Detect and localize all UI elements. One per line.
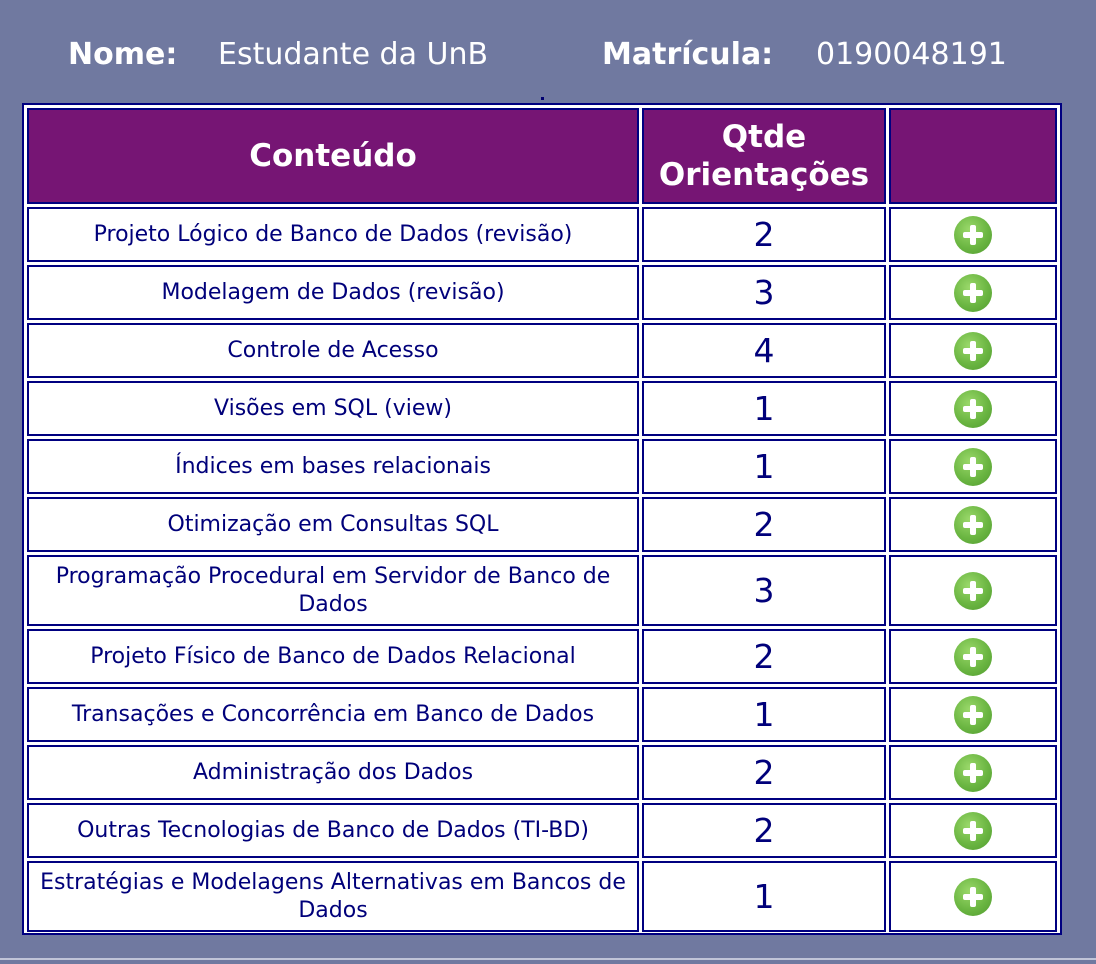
row-action-cell — [889, 207, 1057, 262]
header-qtde-orientacoes — [642, 108, 886, 204]
table-header-row — [27, 108, 1057, 204]
plus-circle-icon[interactable] — [954, 696, 992, 734]
nome-label: Nome: — [68, 37, 178, 72]
table-row — [27, 861, 1057, 932]
row-action-cell — [889, 323, 1057, 378]
row-qtde: 1 — [642, 381, 886, 436]
row-conteudo: Modelagem de Dados (revisão) — [27, 265, 639, 320]
plus-circle-icon[interactable] — [954, 332, 992, 370]
row-qtde: 2 — [642, 745, 886, 800]
header-action — [889, 108, 1057, 204]
plus-circle-icon[interactable] — [954, 448, 992, 486]
table-row — [27, 687, 1057, 742]
plus-circle-icon[interactable] — [954, 274, 992, 312]
header-qtde-line2: Orientações — [658, 157, 870, 193]
row-action-cell — [889, 555, 1057, 626]
row-conteudo: Índices em bases relacionais — [27, 439, 639, 494]
row-qtde: 2 — [642, 207, 886, 262]
row-conteudo: Controle de Acesso — [27, 323, 639, 378]
row-qtde: 2 — [642, 803, 886, 858]
plus-circle-icon[interactable] — [954, 390, 992, 428]
table-row — [27, 497, 1057, 552]
row-qtde: 1 — [642, 861, 886, 932]
row-conteudo: Estratégias e Modelagens Alternativas em Bancos de Dados — [27, 861, 639, 932]
row-action-cell — [889, 381, 1057, 436]
plus-circle-icon[interactable] — [954, 506, 992, 544]
table-row — [27, 265, 1057, 320]
plus-circle-icon[interactable] — [954, 812, 992, 850]
row-action-cell — [889, 265, 1057, 320]
row-qtde: 1 — [642, 687, 886, 742]
plus-circle-icon[interactable] — [954, 638, 992, 676]
row-qtde: 2 — [642, 497, 886, 552]
row-qtde: 2 — [642, 629, 886, 684]
table-row — [27, 439, 1057, 494]
header-conteudo: Conteúdo — [27, 108, 639, 204]
plus-circle-icon[interactable] — [954, 572, 992, 610]
row-action-cell — [889, 745, 1057, 800]
row-action-cell — [889, 439, 1057, 494]
nome-value: Estudante da UnB — [218, 37, 489, 72]
row-conteudo: Programação Procedural em Servidor de Banco de Dados — [27, 555, 639, 626]
bottom-divider — [0, 958, 1096, 960]
matricula-value: 0190048191 — [816, 37, 1007, 72]
row-conteudo: Projeto Físico de Banco de Dados Relacional — [27, 629, 639, 684]
row-action-cell — [889, 861, 1057, 932]
plus-circle-icon[interactable] — [954, 754, 992, 792]
plus-circle-icon[interactable] — [954, 216, 992, 254]
row-conteudo: Visões em SQL (view) — [27, 381, 639, 436]
table-row — [27, 323, 1057, 378]
orientacoes-table — [24, 105, 1060, 935]
row-qtde: 1 — [642, 439, 886, 494]
plus-circle-icon[interactable] — [954, 878, 992, 916]
row-conteudo: Outras Tecnologias de Banco de Dados (TI-BD) — [27, 803, 639, 858]
row-qtde: 3 — [642, 555, 886, 626]
orientacoes-table-container — [22, 103, 1062, 935]
row-qtde: 4 — [642, 323, 886, 378]
row-qtde: 3 — [642, 265, 886, 320]
table-row — [27, 207, 1057, 262]
row-conteudo: Administração dos Dados — [27, 745, 639, 800]
row-action-cell — [889, 629, 1057, 684]
row-action-cell — [889, 497, 1057, 552]
header-qtde-line1: Qtde — [721, 119, 807, 155]
student-header — [0, 30, 1096, 80]
row-action-cell — [889, 687, 1057, 742]
row-conteudo: Projeto Lógico de Banco de Dados (revisão) — [27, 207, 639, 262]
table-row — [27, 381, 1057, 436]
row-conteudo: Transações e Concorrência em Banco de Dados — [27, 687, 639, 742]
table-row — [27, 745, 1057, 800]
table-row — [27, 803, 1057, 858]
table-row — [27, 555, 1057, 626]
table-row — [27, 629, 1057, 684]
matricula-label: Matrícula: — [602, 37, 774, 72]
row-conteudo: Otimização em Consultas SQL — [27, 497, 639, 552]
decorative-dot — [541, 97, 544, 100]
row-action-cell — [889, 803, 1057, 858]
